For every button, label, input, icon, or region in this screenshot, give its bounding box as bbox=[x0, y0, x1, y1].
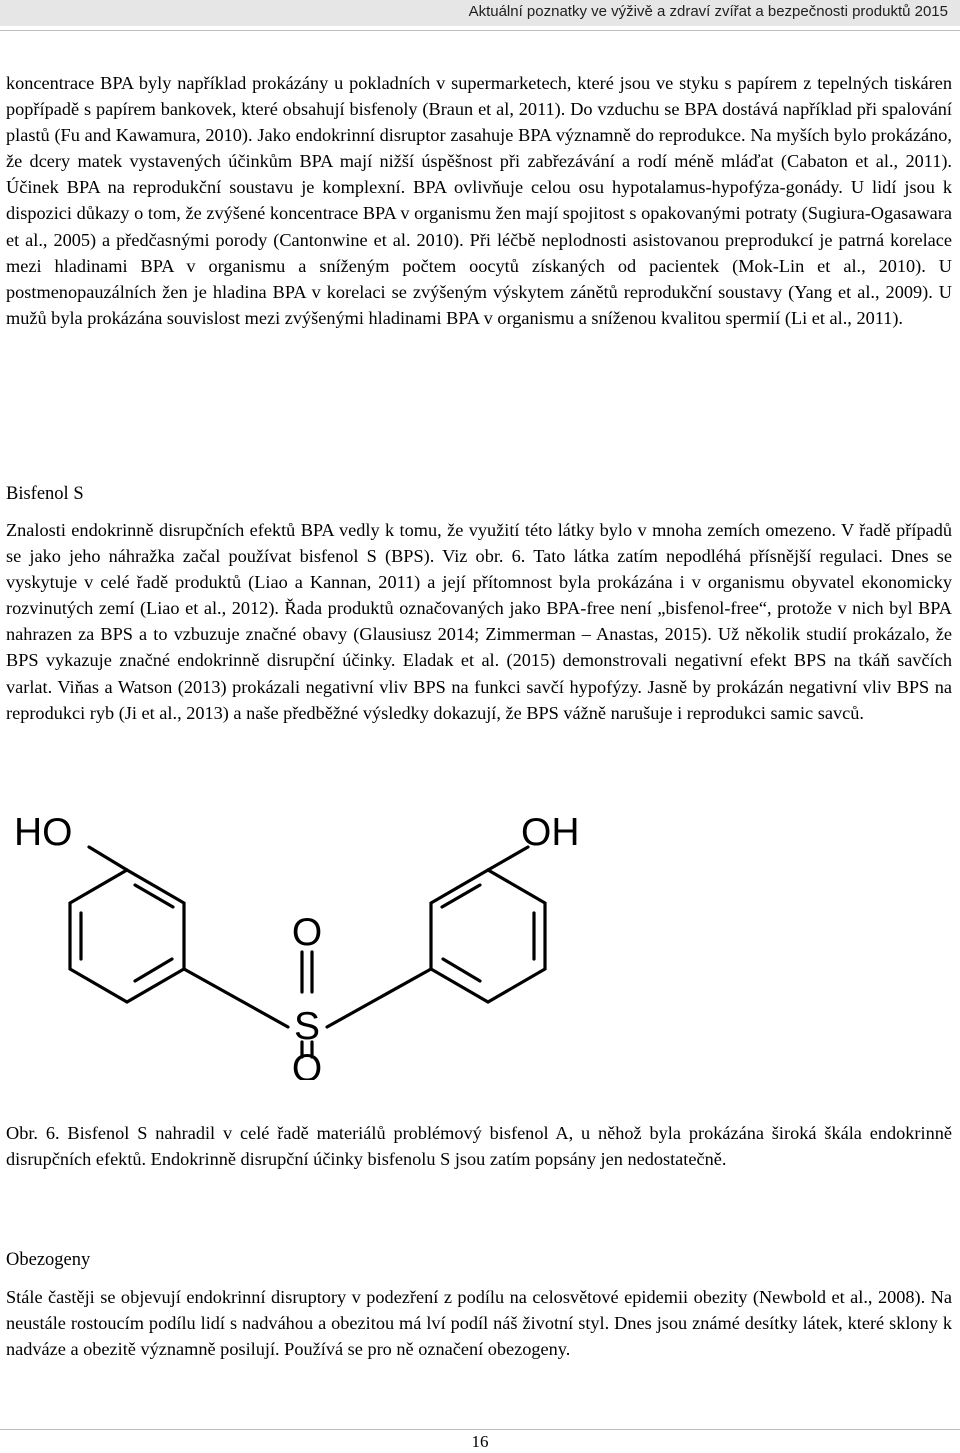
left-oh-bond bbox=[89, 847, 127, 870]
left-carbon-sulfur-bond bbox=[184, 969, 288, 1027]
footer-divider bbox=[0, 1429, 960, 1430]
header-divider bbox=[0, 30, 960, 31]
section-heading-obezogeny: Obezogeny bbox=[6, 1250, 91, 1270]
section-heading-bisfenol-s: Bisfenol S bbox=[6, 484, 84, 504]
paragraph-bisfenol-s: Znalosti endokrinně disrupčních efektů BPA vedly k tomu, že využití této látky bylo v mnoha zemích omezeno. V řadě případů se jako jeho náhražka začal používat bisfenol S (BPS). Viz obr. 6. Tato látka zatím nepodléhá přísnější regulaci. Dnes se vyskytuje v celé řadě produktů (Liao a Kannan, 2011) a její přítomnost byla prokázána i v organismu obyvatel ekonomicky rozvinutých zemí (Liao et al., 2012). Řada produktů označovaných jako BPA-free není „bisfenol-free“, protože v nich byl BPA nahrazen za BPS a to vzbuzuje značné obavy (Glausiusz 2014; Zimmerman – Anastas, 2015). Už několik studií prokázalo, že BPS vykazuje značné endokrinně disrupční účinky. Eladak et al. (2015) demonstrovali negativní efekt BPS na tkáň savčích varlat. Viňas a Watson (2013) prokázali negativní vliv BPS na funkci savčí hypofýzy. Jasně by prokázán negativní vliv BPS na reprodukci ryb (Ji et al., 2013) a naše předběžné výsledky dokazují, že BPS vážně narušuje i reprodukci samic savců. bbox=[6, 520, 952, 723]
label-oxygen-bottom: O bbox=[291, 1047, 323, 1080]
left-ring-double-bond-1 bbox=[135, 885, 173, 907]
figure-bisphenol-s-structure bbox=[0, 795, 960, 1080]
running-header-title: Aktuální poznatky ve výživě a zdraví zvířat a bezpečnosti produktů 2015 bbox=[468, 3, 948, 20]
paragraph-bpa-effects: koncentrace BPA byly například prokázány u pokladních v supermarketech, které jsou ve styku s papírem z tepelných tiskáren popřípadě s papírem bankovek, které obsahují bisfenoly (Braun et al, 2011). Do vzduchu se BPA dostává například při spalování plastů (Fu and Kawamura, 2010). Jako endokrinní disruptor zasahuje BPA významně do reprodukce. Na myších bylo prokázáno, že dcery matek vystavených účinkům BPA mají nižší úspěšnost při zabřezávání a rodí méně mláďat (Cabaton et al., 2011). Účinek BPA na reprodukční soustavu je komplexní. BPA ovlivňuje celou osu hypotalamus-hypofýza-gonády. U lidí jsou k dispozici důkazy o tom, že zvýšené koncentrace BPA v organismu žen mají spojitost s opakovanými potraty (Sugiura-Ogasawara et al., 2005) a předčasnými porody (Cantonwine et al. 2010). Při léčbě neplodnosti asistovanou preprodukcí je patrná korelace mezi hladinami BPA v organismu a sníženým počtem oocytů získaných od pacientek (Mok-Lin et al., 2010). U postmenopauzálních žen je hladina BPA v korelaci se zvýšeným výskytem zánětů reprodukční soustavy (Yang et al., 2009). U mužů byla prokázána souvislost mezi zvýšenými hladinami BPA v organismu a sníženou kvalitou spermií (Li et al., 2011). bbox=[6, 73, 952, 328]
paragraph-obezogeny: Stále častěji se objevují endokrinní disruptory v podezření z podílu na celosvětové epidemii obezity (Newbold et al., 2008). Na neustále rostoucím podílu lidí s nadváhou a obezitou má lví podíl náš životní styl. Dnes jsou známé desítky látek, které sklony k nadváze a obezitě významně posilují. Používá se pro ně označení obezogeny. bbox=[6, 1287, 952, 1360]
figure-caption: Obr. 6. Bisfenol S nahradil v celé řadě materiálů problémový bisfenol A, u něhož byla prokázána široká škála endokrinně disrupčních efektů. Endokrinně disrupční účinky bisfenolu S jsou zatím popsány jen nedostatečně. bbox=[6, 1123, 952, 1170]
right-ring-double-bond-1 bbox=[442, 885, 480, 907]
running-header bbox=[0, 0, 960, 26]
page-number: 16 bbox=[471, 1432, 489, 1451]
bisphenol-s-structure-diagram bbox=[0, 795, 960, 1080]
label-oxygen-top: O bbox=[291, 911, 323, 954]
right-carbon-sulfur-bond bbox=[327, 969, 431, 1027]
label-oh: OH bbox=[521, 811, 580, 854]
right-benzene-ring bbox=[431, 870, 545, 1002]
label-sulfur: S bbox=[293, 1005, 321, 1048]
label-ho: HO bbox=[14, 811, 73, 854]
left-benzene-ring bbox=[70, 870, 184, 1002]
